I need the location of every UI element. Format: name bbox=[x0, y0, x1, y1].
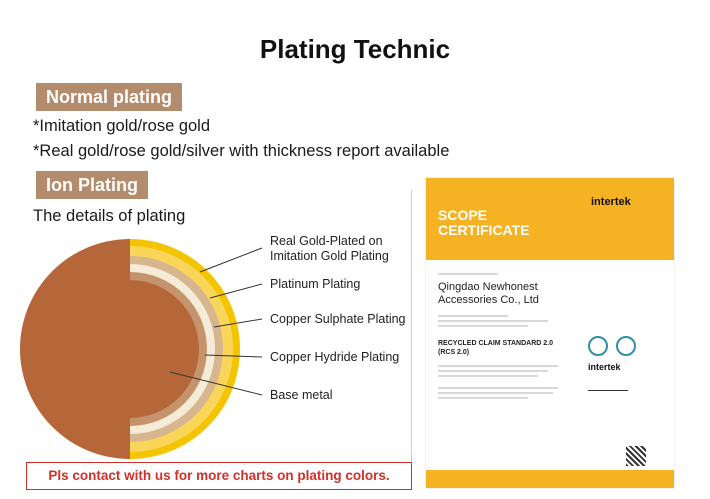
certificate-title: SCOPE CERTIFICATE bbox=[438, 207, 530, 238]
certificate-logo: intertek bbox=[591, 196, 631, 208]
certificate-footer bbox=[426, 470, 674, 488]
certificate-standard: RECYCLED CLAIM STANDARD 2.0 (RCS 2.0) bbox=[438, 340, 553, 356]
normal-plating-tag: Normal plating bbox=[36, 83, 182, 111]
ion-plating-tag: Ion Plating bbox=[36, 171, 148, 199]
recycled-seal-icon bbox=[616, 336, 636, 356]
base-metal-half bbox=[20, 239, 130, 459]
vertical-divider bbox=[411, 190, 412, 480]
qr-code-icon bbox=[626, 446, 646, 466]
plating-layers-diagram bbox=[0, 220, 420, 460]
certificate-body bbox=[438, 270, 578, 402]
ion-plating-subtitle: The details of plating bbox=[33, 207, 186, 225]
label-platinum: Platinum Plating bbox=[270, 277, 361, 291]
contact-banner: Pls contact with us for more charts on plating colors. bbox=[26, 462, 412, 490]
recycled-seal-icon bbox=[588, 336, 608, 356]
label-copper-hydride: Copper Hydride Plating bbox=[270, 350, 400, 364]
signature bbox=[588, 376, 628, 391]
scope-certificate-image bbox=[426, 178, 674, 488]
label-real-gold-1: Real Gold-Plated on bbox=[270, 234, 383, 248]
page-title: Plating Technic bbox=[259, 34, 451, 64]
label-base-metal: Base metal bbox=[270, 388, 333, 402]
certificate-company: Qingdao Newhonest Accessories Co., Ltd bbox=[438, 281, 539, 306]
label-copper-sulphate: Copper Sulphate Plating bbox=[270, 312, 406, 326]
certificate-logo-small: intertek bbox=[588, 362, 621, 372]
normal-plating-line-2: *Real gold/rose gold/silver with thickness report available bbox=[33, 142, 450, 160]
normal-plating-line-1: *Imitation gold/rose gold bbox=[33, 117, 211, 135]
label-real-gold-2: Imitation Gold Plating bbox=[270, 249, 389, 263]
